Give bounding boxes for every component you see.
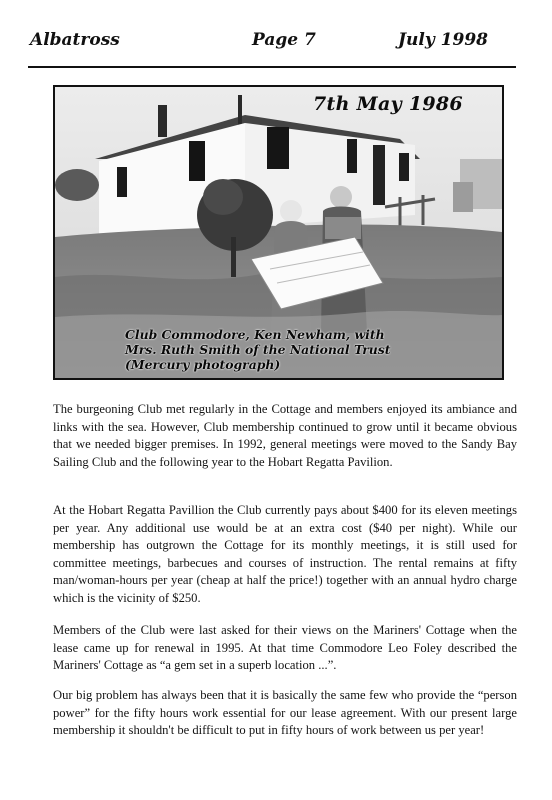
photo-caption bbox=[125, 327, 495, 372]
paragraph-2: At the Hobart Regatta Pavillion the Club currently pays about $400 for its eleven meetings per year. Any additional use would be at an extra cost ($40 per night). While our membership has outgrown the Cottage for its monthly meetings, it is still used for committee meetings, barbecues and courses of instruction. The rental remains at fifty man/woman-hours per year (cheap at half the price!) together with an annual hydro charge which is the vicinity of $250. bbox=[53, 503, 517, 605]
page-number: Page 7 bbox=[252, 30, 316, 50]
page-header bbox=[30, 28, 510, 52]
cottage-window bbox=[347, 139, 357, 173]
caption-line: Mrs. Ruth Smith of the National Trust bbox=[125, 342, 391, 357]
caption-line: (Mercury photograph) bbox=[125, 357, 281, 372]
issue-date: July 1998 bbox=[398, 30, 488, 50]
cottage-photo bbox=[53, 85, 504, 380]
paragraph-1: The burgeoning Club met regularly in the Cottage and members enjoyed its ambiance and links with the sea. However, Club membership continued to grow until it became obvious that we needed bigger premises. In 1992, general meetings were moved to the Sandy Bay Sailing Club and the following year to the Hobart Regatta Pavilion. bbox=[53, 402, 517, 469]
cottage-door bbox=[373, 145, 385, 205]
header-divider bbox=[28, 66, 516, 68]
tree-left bbox=[55, 169, 99, 201]
photo-date-label: 7th May 1986 bbox=[313, 93, 463, 115]
cottage-window bbox=[399, 153, 409, 181]
paragraph-4: Our big problem has always been that it is basically the same few who provide the “person power” for the fifty hours work essential for our lease agreement. With our present large membership it shouldn't be difficult to put in fifty hours of work between us per year! bbox=[53, 688, 517, 737]
cottage-window bbox=[117, 167, 127, 197]
caption-line: Club Commodore, Ken Newham, with bbox=[125, 327, 385, 342]
paragraph-3: Members of the Club were last asked for their views on the Mariners' Cottage when the lease came up for renewal in 1995. At that time Commodore Leo Foley described the Mariners' Cottage as “a gem set in a superb location ...”. bbox=[53, 623, 517, 672]
publication-title: Albatross bbox=[30, 30, 120, 50]
woman-figure bbox=[280, 200, 302, 222]
cottage-window bbox=[267, 127, 289, 169]
cottage-window bbox=[189, 141, 205, 181]
man-figure bbox=[330, 186, 352, 208]
chimney bbox=[158, 105, 167, 137]
